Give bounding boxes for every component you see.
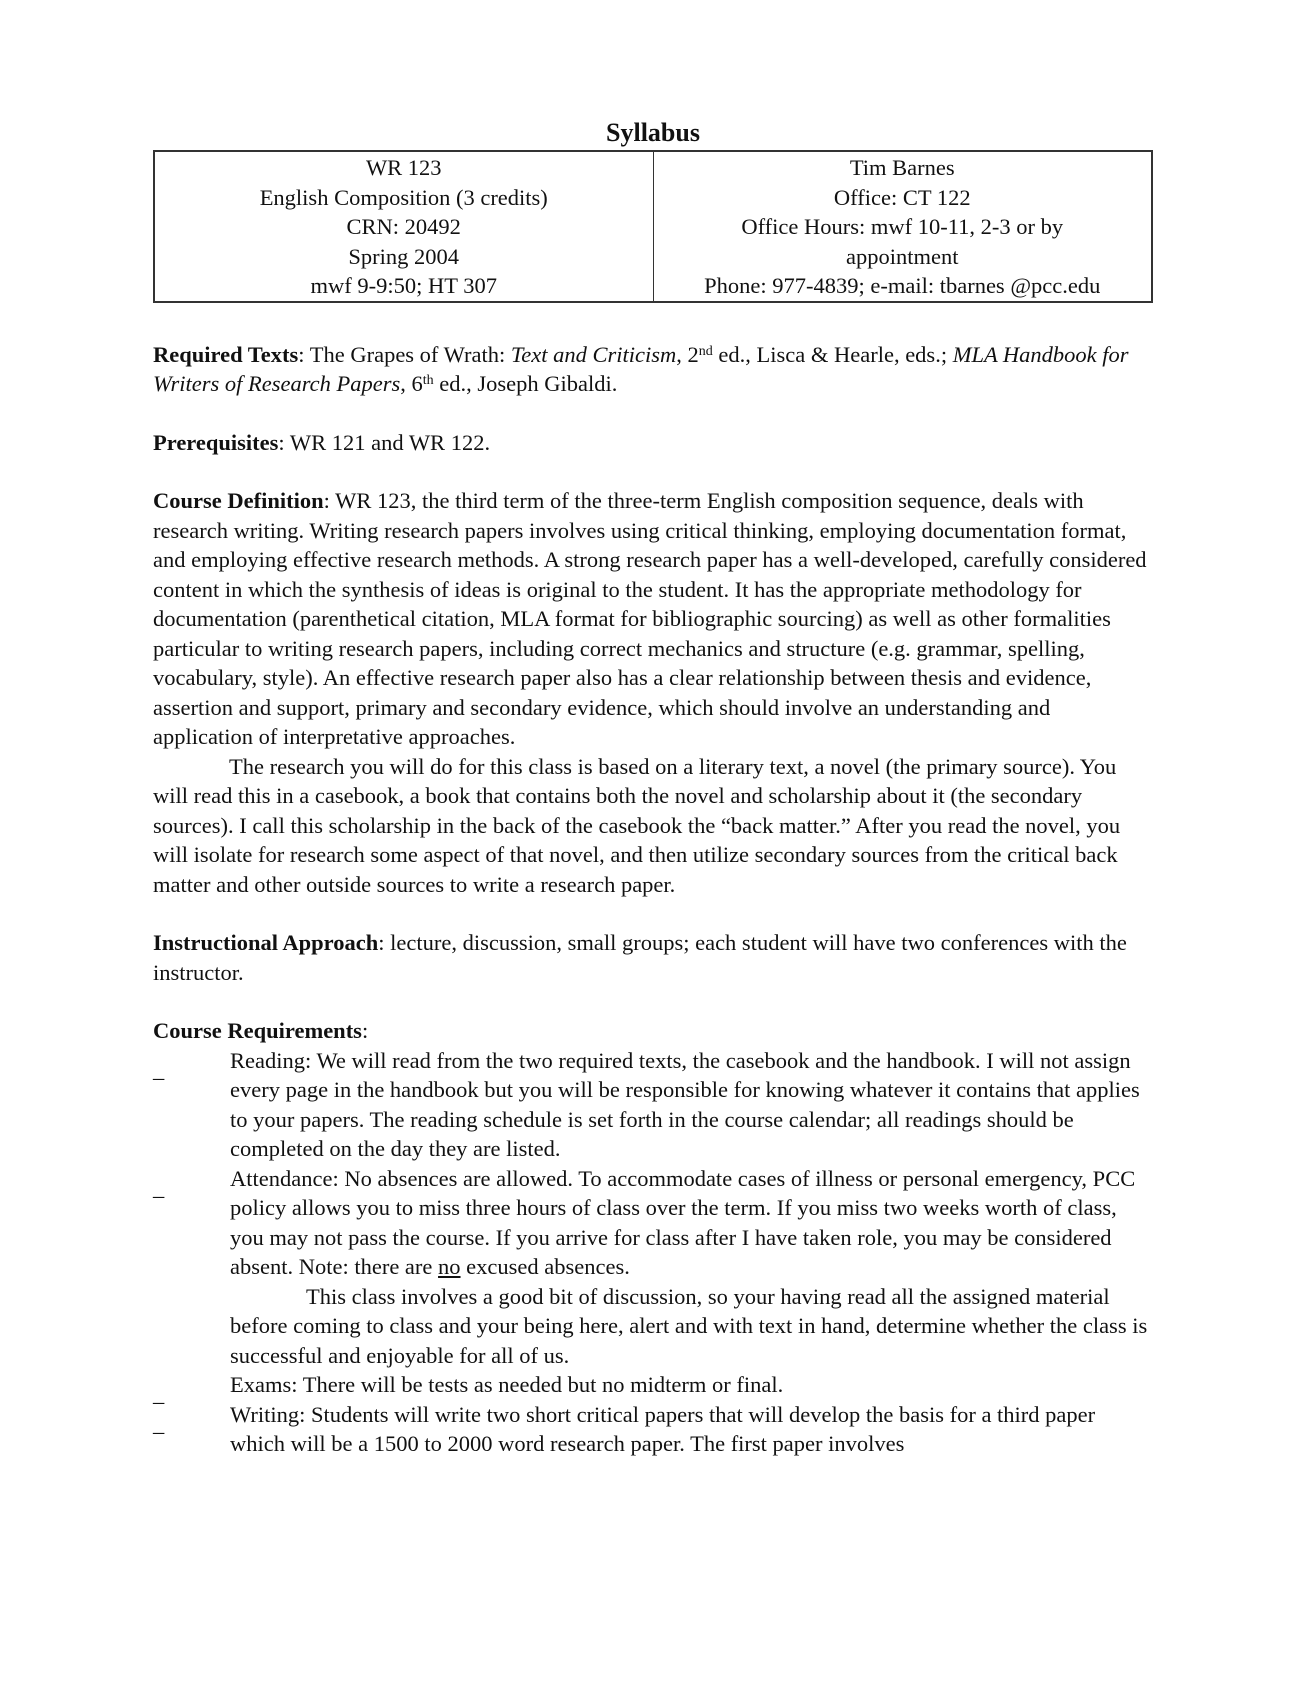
list-item bbox=[153, 1370, 1153, 1406]
reading-requirement: Reading: We will read from the two required texts, the casebook and the handbook. I will not assign every page in the handbook but you will be responsible for knowing whatever it contains that applies to your papers. The reading schedule is set forth in the course calendar; all readings should be completed on the day they are listed. bbox=[230, 1047, 1140, 1161]
course-title: English Composition (3 credits) bbox=[259, 184, 548, 210]
instructor-office: Office: CT 122 bbox=[833, 184, 971, 210]
book-title-handbook: MLA Handbook for Writers of Research Papers bbox=[153, 341, 1129, 396]
office-hours-cont: appointment bbox=[846, 243, 959, 269]
instructional-approach-paragraph: Instructional Approach: lecture, discussion, small groups; each student will have two conferences with the instructor. bbox=[153, 930, 1127, 985]
list-item bbox=[153, 1164, 1153, 1371]
instructional-approach-label: Instructional Approach bbox=[153, 930, 379, 955]
office-hours: Office Hours: mwf 10-11, 2-3 or by bbox=[741, 214, 1064, 239]
course-requirements-heading: Course Requirements: bbox=[153, 1018, 369, 1043]
bullet-mark: _ bbox=[153, 1174, 165, 1200]
writing-requirement: Writing: Students will write two short critical papers that will develop the basis for a third paper which will be a 1500 to 2000 word research paper. The first paper involves bbox=[230, 1401, 1096, 1456]
course-info-cell bbox=[154, 151, 653, 302]
course-definition-label: Course Definition bbox=[153, 488, 324, 513]
attendance-paragraph-2: This class involves a good bit of discussion, so your having read all the assigned material before coming to class and your being here, alert and with text in hand, determine whether the class is successful and enjoyable for all of us. bbox=[230, 1283, 1148, 1368]
bullet-mark: _ bbox=[153, 1381, 165, 1406]
course-definition-paragraph: Course Definition: WR 123, the third term of the three-term English composition sequence, deals with research writing. Writing research papers involves using critical thinking, employing documentation format, and employing effective research methods. A strong research paper has a well-developed, carefully considered content in which the synthesis of ideas is original to the student. It has the appropriate methodology for documentation (parenthetical citation, MLA format for bibliographic sourcing) as well as other formalities particular to writing research papers, including correct mechanics and structure (e.g. grammar, spelling, vocabulary, style). An effective research paper also has a clear relationship between thesis and evidence, assertion and support, primary and secondary evidence, which should involve an understanding and application of interpretative approaches. bbox=[153, 488, 1147, 749]
course-info-table bbox=[153, 150, 1153, 303]
required-texts-label: Required Texts bbox=[153, 341, 299, 367]
required-texts-paragraph: Required Texts: The Grapes of Wrath: Text and Criticism, 2nd ed., Lisca & Hearle, eds.; MLA Handbook for Writers of Research Papers, 6th ed., Joseph Gibaldi. bbox=[153, 341, 1129, 396]
syllabus-page bbox=[153, 118, 1153, 1459]
course-number: WR 123 bbox=[365, 155, 442, 180]
list-item bbox=[153, 1046, 1153, 1164]
course-schedule: mwf 9-9:50; HT 307 bbox=[310, 273, 497, 298]
page-title: Syllabus bbox=[606, 118, 700, 147]
instructor-info-cell bbox=[653, 151, 1152, 302]
prerequisites-paragraph: Prerequisites: WR 121 and WR 122. bbox=[153, 429, 491, 455]
exams-requirement: Exams: There will be tests as needed but no midterm or final. bbox=[230, 1372, 784, 1397]
list-item bbox=[153, 1400, 1153, 1459]
book-title-casebook: Text and Criticism bbox=[510, 341, 677, 367]
requirements-list bbox=[153, 1046, 1153, 1459]
prerequisites-label: Prerequisites bbox=[153, 429, 279, 455]
course-crn: CRN: 20492 bbox=[346, 214, 461, 239]
course-definition-paragraph-2: The research you will do for this class is based on a literary text, a novel (the primary source). You will read this in a casebook, a book that contains both the novel and scholarship about it (the secondary sources). I call this scholarship in the back of the casebook the “back matter.” After you read the novel, you will isolate for research some aspect of that novel, and then utilize secondary sources from the critical back matter and other outside sources to write a research paper. bbox=[153, 753, 1121, 897]
course-term: Spring 2004 bbox=[348, 243, 460, 269]
attendance-requirement: Attendance: No absences are allowed. To accommodate cases of illness or personal emergency, PCC policy allows you to miss three hours of class over the term. If you miss two weeks worth of class, you may not pass the course. If you arrive for class after I have taken role, you may be considered absent. Note: there are no excused absences. bbox=[230, 1165, 1136, 1279]
instructor-contact: Phone: 977-4839; e-mail: tbarnes @pcc.edu bbox=[704, 273, 1101, 298]
bullet-mark: _ bbox=[153, 1056, 165, 1082]
bullet-mark: _ bbox=[153, 1410, 165, 1436]
instructor-name: Tim Barnes bbox=[849, 155, 955, 180]
